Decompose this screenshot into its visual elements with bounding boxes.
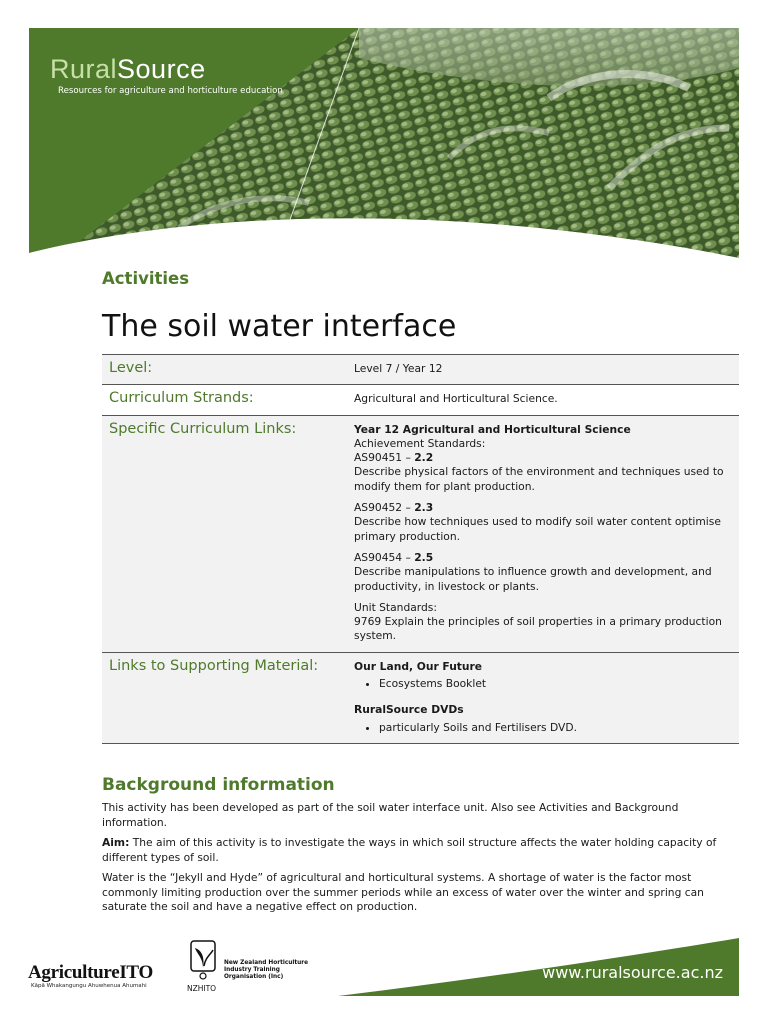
standard-item (354, 551, 731, 594)
background-heading: Background information (102, 775, 335, 795)
standard-item (354, 501, 731, 544)
agri-name: AgricultureITO (28, 962, 153, 983)
curriculum-links-row (102, 415, 739, 652)
curriculum-links-value (347, 415, 739, 652)
ruralsource-logo (50, 54, 283, 96)
aim-text: The aim of this activity is to investigate the ways in which soil structure affects the water holding capacity of different types of soil. (102, 836, 717, 864)
unit-label: Unit Standards: (354, 600, 437, 614)
standard-desc: Describe manipulations to influence growth and development, and productivity, in livestock or plants. (354, 565, 712, 593)
logo-name-part1: Rural (50, 54, 118, 84)
support-heading: RuralSource DVDs (354, 703, 464, 717)
strands-label: Curriculum Strands: (102, 385, 347, 415)
background-text (102, 801, 732, 921)
activity-info-table (102, 354, 739, 744)
agriculture-ito-logo (28, 962, 153, 989)
level-row (102, 355, 739, 385)
list-item: • particularly Soils and Fertilisers DVD. (379, 721, 731, 735)
aim-paragraph (102, 836, 732, 865)
unit-value: 9769 Explain the principles of soil properties in a primary production system. (354, 615, 722, 643)
level-value: Level 7 / Year 12 (347, 355, 739, 385)
standard-code: AS90451 – (354, 451, 415, 465)
logo-tagline: Resources for agriculture and horticulture education (58, 86, 283, 96)
standard-code: AS90454 – (354, 550, 415, 564)
standard-desc: Describe how techniques used to modify soil water content optimise primary production. (354, 515, 721, 543)
agri-subtitle: Kāpā Whakangungu Ahuwhenua Ahumahi (31, 983, 147, 989)
strands-value: Agricultural and Horticultural Science. (347, 385, 739, 415)
standard-item (354, 451, 731, 494)
standard-desc: Describe physical factors of the environment and techniques used to modify them for plant production. (354, 465, 724, 493)
background-paragraph: Water is the “Jekyll and Hyde” of agricultural and horticultural systems. A shortage of water is the factor most commonly limiting production over the summer periods while an excess of water over the winter and spring can saturate the soil and have a negative effect on production. (102, 871, 704, 913)
footer-url[interactable]: www.ruralsource.ac.nz (542, 963, 723, 982)
logo-title (50, 54, 283, 85)
nzhito-abbr: NZHITO (187, 984, 217, 993)
support-heading: Our Land, Our Future (354, 659, 483, 673)
logo-name-part2: Source (117, 54, 206, 84)
support-row (102, 652, 739, 743)
standard-level: 2.2 (414, 451, 434, 465)
list-item: • Ecosystems Booklet (379, 677, 731, 691)
section-label: Activities (102, 269, 190, 288)
support-value (347, 652, 739, 743)
links-heading: Year 12 Agricultural and Horticultural Science (354, 422, 631, 436)
strands-row (102, 385, 739, 415)
curriculum-links-label: Specific Curriculum Links: (102, 415, 347, 652)
page-title: The soil water interface (102, 309, 457, 344)
level-label: Level: (102, 355, 347, 385)
nzhito-name: New Zealand Horticulture Industry Training Organisation (Inc) (224, 960, 309, 981)
achievement-label: Achievement Standards: (354, 436, 486, 450)
nzhito-leaf-icon (187, 938, 221, 984)
standard-level: 2.3 (414, 501, 434, 515)
background-paragraph: This activity has been developed as part of the soil water interface unit. Also see Activities and Background information. (102, 801, 679, 829)
aim-label: Aim: (102, 836, 130, 849)
support-label: Links to Supporting Material: (102, 652, 347, 743)
standard-level: 2.5 (414, 550, 434, 564)
standard-code: AS90452 – (354, 501, 415, 515)
